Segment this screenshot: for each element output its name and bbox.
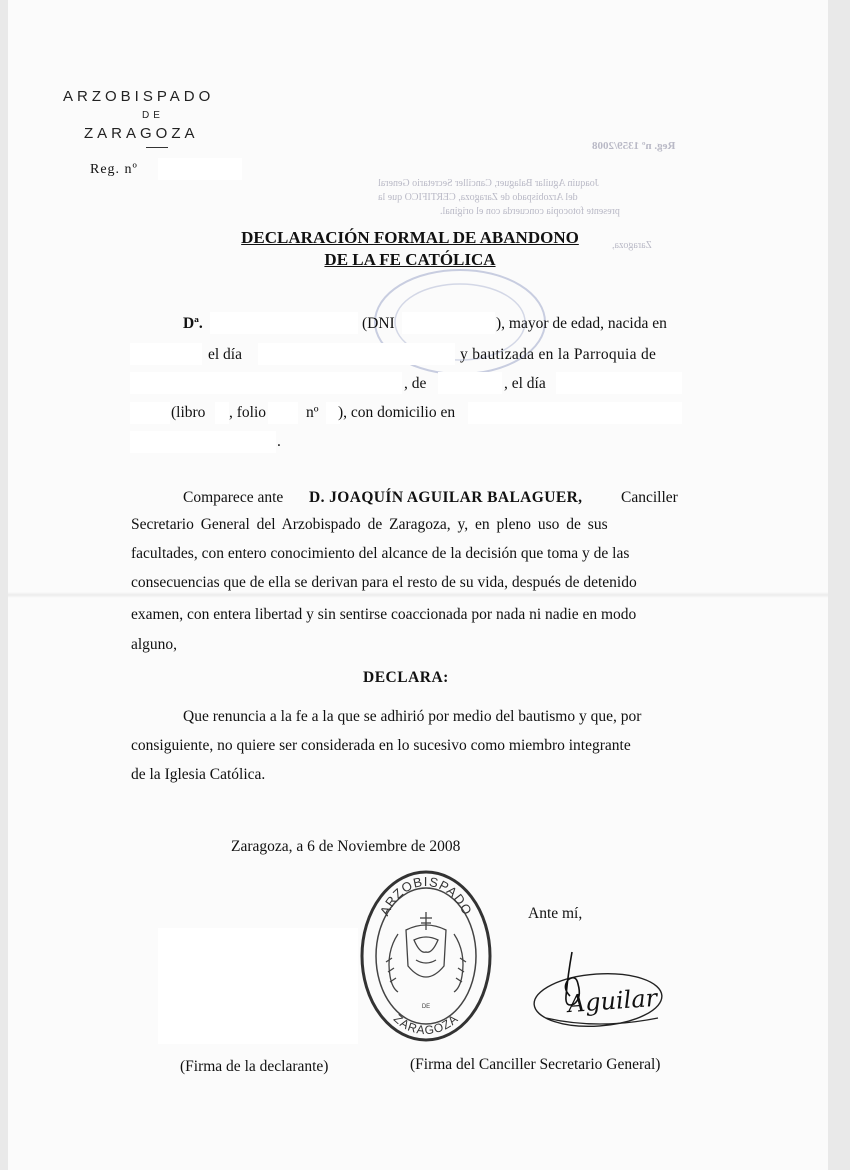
dni-label: (DNI — [362, 315, 395, 332]
body-text: facultades, con entero conocimiento del alcance de la decisión que toma y de las — [131, 545, 630, 562]
redaction-box — [130, 372, 402, 394]
show-through-line: del Arzobispado de Zaragoza, CERTIFICO que la — [378, 192, 578, 203]
intro-text: el día — [208, 346, 242, 363]
document-title-line1: DECLARACIÓN FORMAL DE ABANDONO — [241, 228, 579, 247]
intro-text: . — [277, 433, 281, 450]
chancellor-signature-label: (Firma del Canciller Secretario General) — [410, 1056, 661, 1073]
body-text: consiguiente, no quiere ser considerada en lo sucesivo como miembro integrante — [131, 737, 631, 754]
archdiocese-seal — [358, 868, 494, 1044]
redaction-box — [258, 343, 455, 365]
show-through-line: presente fotocopia concuerda con el original. — [440, 206, 620, 217]
redaction-box — [158, 928, 358, 1044]
body-text: alguno, — [131, 636, 178, 653]
redaction-box — [556, 372, 682, 394]
seal-bottom-text: ZARAGOZA — [390, 1011, 462, 1038]
redaction-box — [402, 312, 495, 334]
intro-text: , el día — [504, 375, 546, 392]
show-through-line: Zaragoza, — [612, 240, 652, 251]
body-text: consecuencias que de ella se derivan para el resto de su vida, después de detenido — [131, 574, 637, 591]
intro-text: ), mayor de edad, nacida en — [496, 315, 667, 332]
redaction-box — [215, 402, 229, 424]
redaction-box — [130, 402, 170, 424]
seal-middle-text: DE — [421, 1004, 431, 1010]
declarant-signature-label: (Firma de la declarante) — [180, 1058, 329, 1075]
redaction-box — [130, 343, 202, 365]
intro-text: ), con domicilio en — [338, 404, 456, 421]
redaction-box — [468, 402, 682, 424]
body-text: examen, con entera libertad y sin sentirse coaccionada por nada ni nadie en modo — [131, 606, 637, 623]
redaction-box — [438, 372, 502, 394]
redaction-box — [210, 312, 358, 334]
intro-text: , folio — [229, 404, 267, 421]
redaction-box — [130, 431, 276, 453]
intro-text: , de — [404, 375, 427, 392]
intro-text: y bautizada en la Parroquia de — [460, 346, 657, 363]
body-text: Secretario General del Arzobispado de Zaragoza, y, en pleno uso de sus — [131, 516, 608, 533]
paper-fold — [8, 592, 828, 598]
redaction-box — [158, 158, 242, 180]
intro-text: nº — [306, 404, 319, 421]
document-title-line2: DE LA FE CATÓLICA — [324, 250, 496, 269]
redaction-box — [268, 402, 298, 424]
archdiocese-de: DE — [142, 110, 164, 121]
declara-heading: DECLARA: — [363, 669, 449, 686]
body-text: de la Iglesia Católica. — [131, 766, 266, 783]
body-text: Que renuncia a la fe a la que se adhirió por medio del bautismo y que, por — [183, 708, 642, 725]
dona-abbrev: Dª. — [183, 315, 203, 332]
body-text: Canciller — [621, 489, 678, 506]
chancellor-signature — [528, 944, 668, 1036]
seal-top-text: ARZOBISPADO — [376, 873, 476, 918]
place-date: Zaragoza, a 6 de Noviembre de 2008 — [231, 838, 461, 855]
chancellor-name: D. JOAQUÍN AGUILAR BALAGUER, — [309, 489, 583, 506]
signature-text: Aguilar — [566, 983, 658, 1019]
show-through-reg: Reg. nº 1359/2008 — [592, 140, 676, 152]
header-rule — [146, 147, 168, 148]
archdiocese-name: ARZOBISPADO — [63, 88, 215, 105]
archdiocese-city: ZARAGOZA — [84, 125, 199, 142]
reg-label: Reg. nº — [90, 162, 138, 177]
intro-text: (libro — [171, 404, 206, 421]
ante-mi: Ante mí, — [528, 905, 583, 922]
svg-text:ARZOBISPADO — [377, 874, 476, 918]
show-through-line: Joaquín Aguilar Balaguer, Canciller Secretario General — [378, 178, 599, 189]
body-text: Comparece ante — [183, 489, 284, 506]
